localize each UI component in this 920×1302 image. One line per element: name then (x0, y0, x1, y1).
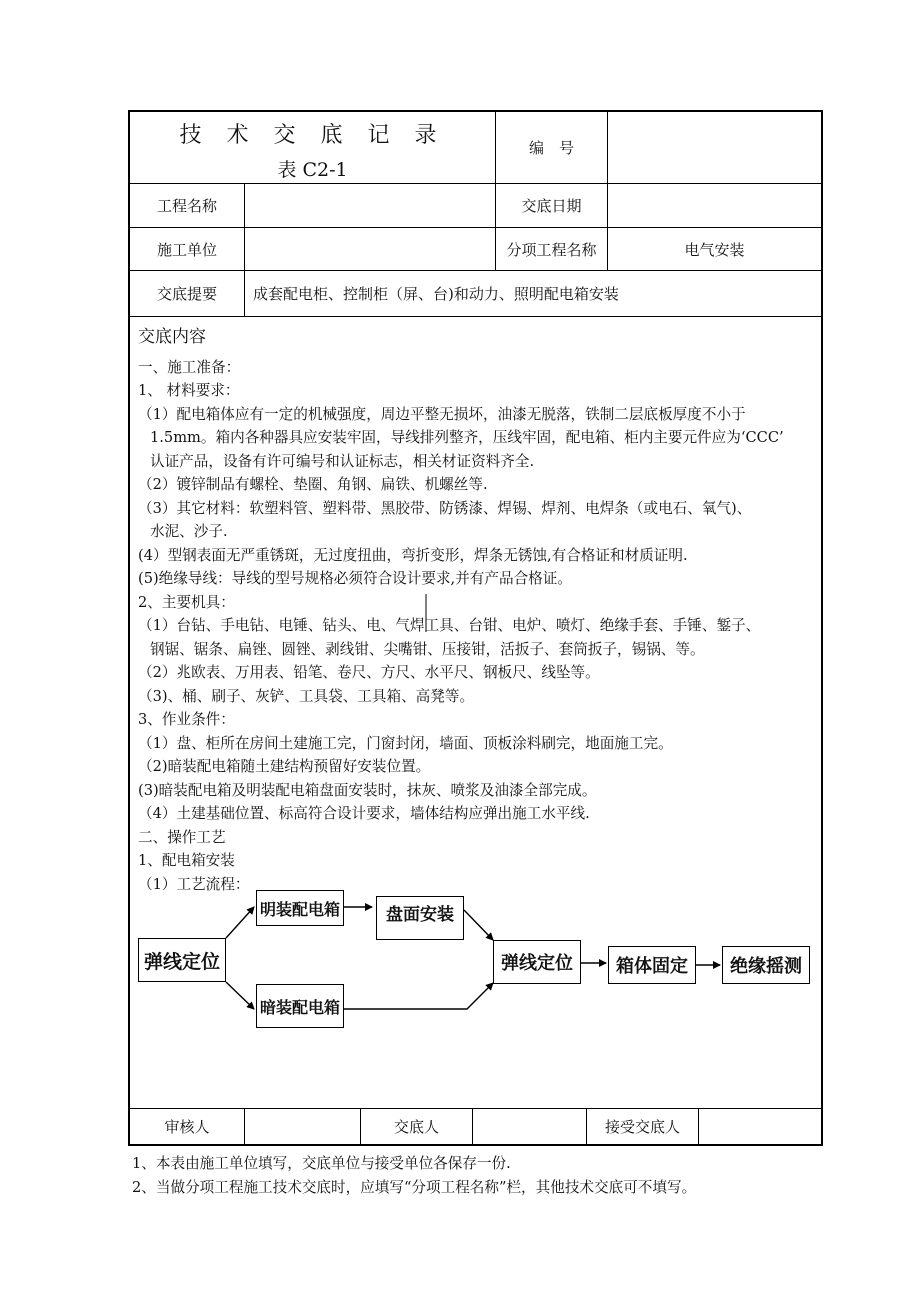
content-line: 二、操作工艺 (138, 828, 226, 846)
subproject-field[interactable]: 电气安装 (684, 240, 745, 259)
content-line: 水泥、沙子. (150, 523, 228, 540)
receiver-label: 接受交底人 (604, 1118, 680, 1136)
content-line: 3、作业条件： (138, 711, 235, 728)
reviewer-label: 审核人 (164, 1118, 210, 1136)
reviewer-field[interactable] (245, 1109, 360, 1144)
flow-box-concealed: 暗装配电箱 (256, 984, 344, 1028)
form-frame (128, 110, 823, 1146)
form-table-number: 表 C2-1 (277, 159, 348, 181)
content-line: （3）其它材料：软塑料管、塑料带、黑胶带、防锈漆、焊锡、焊剂、电焊条（或电石、氧气)、 (138, 499, 752, 517)
flow-box-panel-install: 盘面安装 (376, 896, 464, 940)
number-label: 编 号 (528, 139, 574, 157)
content-line: （2）镀锌制品有螺栓、垫圈、角钢、扁铁、机螺丝等. (138, 476, 488, 493)
flow-box-insulation-test: 绝缘摇测 (722, 946, 810, 984)
arrow-concealed-to-marking (344, 983, 493, 1009)
content-line: 1、配电箱安装 (138, 852, 235, 869)
subproject-label: 分项工程名称 (506, 240, 597, 259)
content-line: 1.5mm。箱内各种器具应安装牢固，导线排列整齐，压线牢固，配电箱、柜内主要元件应为‘CCC’ (150, 429, 784, 446)
content-line: （1）配电箱体应有一定的机械强度，周边平整无损坏，油漆无脱落，铁制二层底板厚度不小于 (138, 405, 746, 423)
project-name-label: 工程名称 (156, 197, 217, 215)
flow-box-surface-mounted: 明装配电箱 (256, 890, 344, 926)
summary-field[interactable]: 成套配电柜、控制柜（屏、台)和动力、照明配电箱安装 (253, 285, 619, 303)
receiver-field[interactable] (699, 1109, 821, 1144)
content-heading: 交底内容 (138, 327, 206, 347)
content-line: （1）盘、柜所在房间土建施工完，门窗封闭，墙面、顶板涂料刷完，地面施工完。 (138, 734, 673, 752)
content-line: 2、主要机具： (138, 593, 235, 611)
unit-label: 施工单位 (156, 240, 217, 259)
arrow-to-concealed-box (226, 982, 254, 1009)
discloser-label: 交底人 (393, 1118, 439, 1136)
content-line: 认证产品，设备有许可编号和认证标志，相关材证资料齐全. (150, 452, 535, 470)
content-line: （4）土建基础位置、标高符合设计要求，墙体结构应弹出施工水平线. (138, 805, 590, 822)
summary-label: 交底提要 (156, 285, 217, 303)
content-line: (4）型钢表面无严重锈斑，无过度扭曲，弯折变形，焊条无锈蚀,有合格证和材质证明. (138, 546, 688, 564)
content-line: 1、 材料要求： (138, 382, 240, 399)
content-line: （3)、桶、刷子、灰铲、工具袋、工具箱、高凳等。 (138, 687, 475, 705)
process-flow-connectors (130, 112, 821, 1144)
footnote: 2、当做分项工程施工技术交底时，应填写“分项工程名称”栏，其他技术交底可不填写。 (132, 1179, 697, 1196)
content-line: (5)绝缘导线：导线的型号规格必须符合设计要求,并有产品合格证。 (138, 570, 572, 587)
arrow-panel-to-marking (464, 910, 493, 940)
flow-box-line-marking: 弹线定位 (138, 938, 226, 982)
flow-box-enclosure-fix: 箱体固定 (608, 946, 696, 984)
arrow-to-surface-box (226, 907, 254, 938)
content-line: （1）台钻、手电钻、电锤、钻头、电、气焊工具、台钳、电炉、喷灯、绝缘手套、手锤、錾子、 (138, 617, 761, 634)
content-line: （2)暗装配电箱随土建结构预留好安装位置。 (138, 758, 431, 775)
flow-box-line-marking-2: 弹线定位 (493, 940, 581, 984)
content-line: 一、施工准备： (138, 358, 241, 376)
content-line: 钢锯、锯条、扁锉、圆锉、剥线钳、尖嘴钳、压接钳，活扳子、套筒扳子，锡锅、等。 (150, 640, 705, 658)
date-label: 交底日期 (521, 197, 582, 215)
footnote: 1、本表由施工单位填写，交底单位与接受单位各保存一份. (132, 1155, 511, 1172)
content-line: (3)暗装配电箱及明装配电箱盘面安装时，抹灰、喷浆及油漆全部完成。 (138, 781, 597, 799)
content-line: （2）兆欧表、万用表、铅笔、卷尺、方尺、水平尺、钢板尺、线坠等。 (138, 664, 600, 681)
discloser-field[interactable] (473, 1109, 586, 1144)
content-line: （1）工艺流程： (138, 875, 250, 893)
form-title: 技 术 交 底 记 录 (179, 123, 446, 148)
